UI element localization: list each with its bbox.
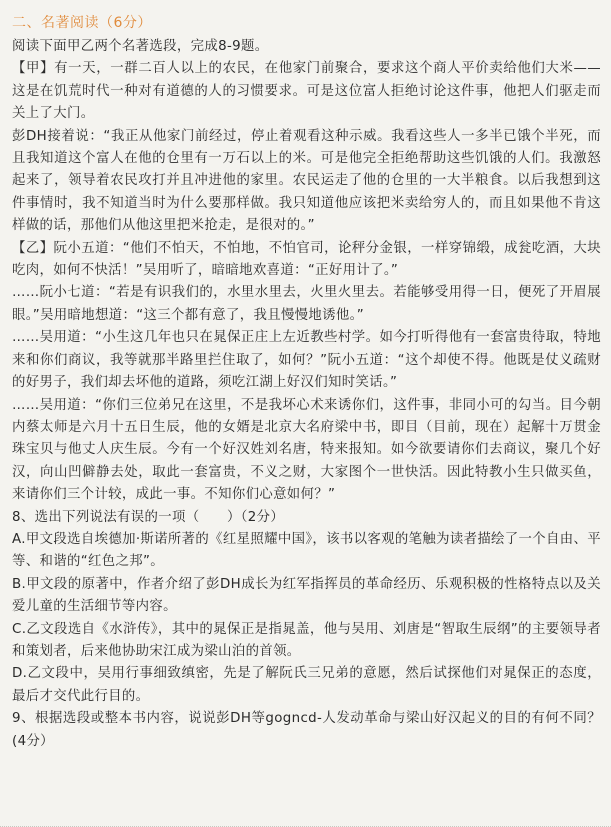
question-8-option-b: B.甲文段的原著中，作者介绍了彭DH成长为红军指挥员的革命经历、乐观积极的性格特点以及关爱儿童的生活细节等内容。: [12, 576, 601, 615]
question-9: [12, 708, 601, 753]
question-9-stem: 9、根据选段或整本书内容，说说彭DH等gogncd-人发动革命与梁山好汉起义的目的有何不同？(4分）: [12, 711, 601, 749]
passage-jia-paragraph-2: 彭DH接着说：“我正从他家门前经过，停止着观看这种示威。我看这些人一多半已饿个半死，而且我知道这个富人在他的仓里有一万石以上的米。可是他完全拒绝帮助这些饥饿的人们。我激怒起来了，领导着农民攻打并且冲进他的家里。农民运走了他的仓里的一大半粮食。以后我想到这件事情时，我不知道当时为什么要那样做。我只知道他应该把米卖给穷人的，而且如果他不肯这样做的话，那他们从他这里把米抢走，是很对的。”: [12, 128, 601, 234]
passage-yi: [12, 238, 601, 507]
passage-jia: [12, 58, 601, 237]
question-8-option-d: D.乙文段中，吴用行事细致缜密，先是了解阮氏三兄弟的意愿，然后试探他们对晁保正的态度，最后才交代此行目的。: [12, 666, 601, 704]
section-title: 二、名著阅读（6分）: [12, 15, 152, 31]
passage-yi-paragraph-1: 【乙】阮小五道：“他们不怕天，不怕地，不怕官司，论秤分金银，一样穿锦缎，成瓮吃酒，大块吃肉，如何不快活！”吴用听了，暗暗地欢喜道：“正好用计了。”: [12, 240, 601, 279]
intro-text: 阅读下面甲乙两个名著选段，完成8-9题。: [12, 39, 269, 54]
passage-jia-paragraph-1: 【甲】有一天，一群二百人以上的农民，在他家门前聚合，要求这个商人平价卖给他们大米——这是在饥荒时代一种对有道德的人的习惯要求。可是这位富人拒绝讨论这件事，他把人们驱走而关上了大门。: [12, 61, 601, 122]
question-8: [12, 507, 601, 709]
question-8-option-c: C.乙文段选自《水浒传》，其中的晁保正是指晁盖，他与吴用、刘唐是“智取生辰纲”的主要领导者和策划者，后来他协助宋江成为梁山泊的首领。: [12, 621, 601, 659]
passage-yi-paragraph-3: ……吴用道：“小生这几年也只在晁保正庄上左近教些村学。如今打听得他有一套富贵待取，特地来和你们商议，我等就那半路里拦住取了，如何？”阮小五道：“这个却使不得。他既是仗义疏财的好男子，我们却去坏他的道路，须吃江湖上好汉们知时笑话。”: [12, 330, 601, 391]
passage-yi-paragraph-4: ……吴用道：“你们三位弟兄在这里，不是我坏心术来诱你们，这件事，非同小可的勾当。目今朝内蔡太师是六月十五日生辰，他的女婿是北京大名府梁中书，即目（目前，现在）起解十万贯金珠宝贝与他丈人庆生辰。今有一个好汉姓刘名唐，特来报知。如今欲要请你们去商议，聚几个好汉，向山凹僻静去处，取此一套富贵，不义之财，大家图个一世快活。因此特教小生只做买鱼，来请你们三个计较，成此一事。不知你们心意如何？”: [12, 397, 601, 503]
passage-yi-paragraph-2: ……阮小七道：“若是有识我们的，水里水里去，火里火里去。若能够受用得一日，便死了开眉展眼。”吴用暗地想道：“这三个都有意了，我且慢慢地诱他。”: [12, 285, 601, 323]
question-8-option-a: A.甲文段选自埃德加·斯诺所著的《红星照耀中国》，该书以客观的笔触为读者描绘了一个自由、平等、和谐的“红色之邦”。: [12, 531, 601, 570]
question-8-stem: 8、选出下列说法有误的一项（ ）（2分）: [12, 509, 285, 525]
